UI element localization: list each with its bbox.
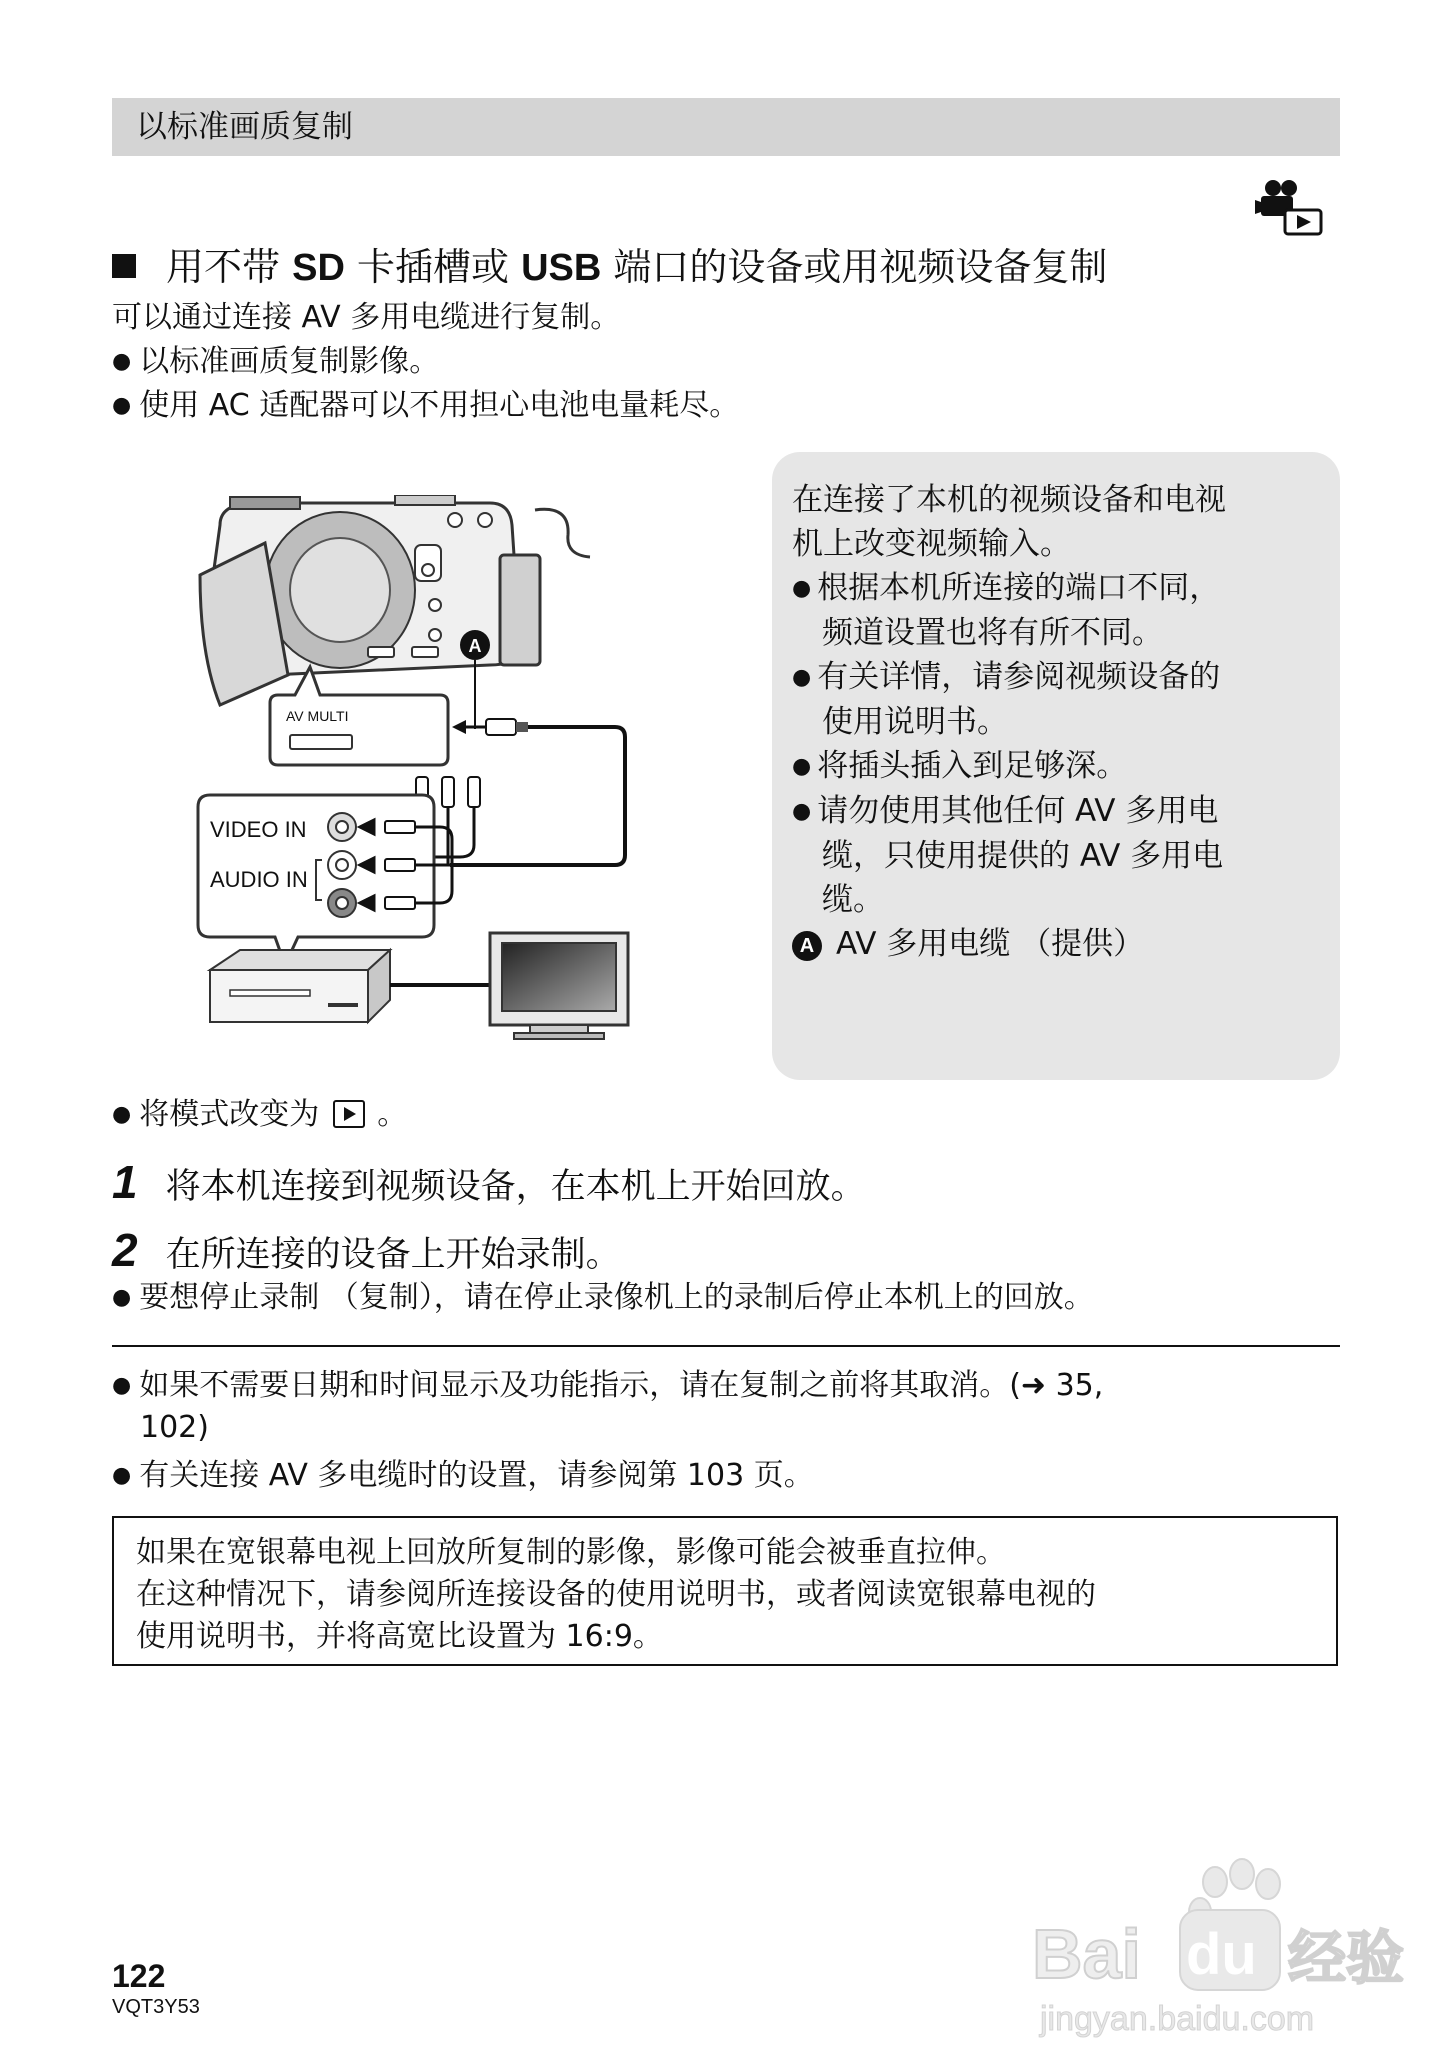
- step-1: [112, 1156, 866, 1209]
- note-item: ● 如果不需要日期和时间显示及功能指示，请在复制之前将其取消。(➜ 35,: [112, 1366, 1103, 1406]
- tip-text: [792, 478, 1322, 966]
- video-playback-mode-icon: [1255, 178, 1325, 238]
- tv-illustration: [490, 933, 628, 1039]
- tip-heading: 在连接了本机的视频设备和电视: [792, 482, 1226, 518]
- marker-a: A: [468, 636, 482, 656]
- tip-heading: 机上改变视频输入。: [792, 526, 1071, 562]
- title-text: 用不带: [166, 245, 293, 289]
- tip-bullet: ● 有关详情，请参阅视频设备的: [792, 655, 1322, 700]
- note-box-line: 如果在宽银幕电视上回放所复制的影像，影像可能会被垂直拉伸。: [136, 1535, 1006, 1570]
- audio-in-label: AUDIO IN: [210, 867, 308, 892]
- step-note: ● 要想停止录制 （复制），请在停止录像机上的录制后停止本机上的回放。: [112, 1278, 1094, 1318]
- tip-panel: [772, 452, 1340, 1080]
- step-text: 将本机连接到视频设备，在本机上开始回放。: [165, 1167, 866, 1207]
- title-text: 卡插槽或: [344, 245, 522, 289]
- video-in-label: VIDEO IN: [210, 817, 307, 842]
- step-number: 1: [112, 1156, 138, 1208]
- tip-bullet-cont: 频道设置也将有所不同。: [822, 615, 1163, 651]
- av-multi-label: AV MULTI: [286, 708, 349, 724]
- header-bar: [112, 98, 1340, 156]
- title-text: 端口的设备或用视频设备复制: [601, 245, 1108, 289]
- divider: [112, 1345, 1340, 1347]
- cable-legend-text: AV 多用电缆 （提供）: [836, 926, 1145, 962]
- mode-change-line: [112, 1095, 407, 1135]
- note-box-line: 在这种情况下，请参阅所连接设备的使用说明书，或者阅读宽银幕电视的: [136, 1577, 1096, 1612]
- note-item-cont: 102): [140, 1410, 209, 1445]
- tip-bullet: ● 将插头插入到足够深。: [792, 744, 1322, 789]
- bullet-item: ● 使用 AC 适配器可以不用担心电池电量耗尽。: [112, 386, 739, 426]
- header-title: 以标准画质复制: [136, 109, 353, 145]
- tip-bullet-cont: 缆，只使用提供的 AV 多用电: [822, 838, 1224, 874]
- connection-diagram: [190, 495, 730, 1055]
- bullet-item: ● 以标准画质复制影像。: [112, 342, 439, 382]
- note-box-text: [136, 1532, 1096, 1658]
- title-sd: SD: [292, 247, 345, 289]
- baidu-watermark-logo: [1030, 1850, 1420, 2050]
- cable-legend: [792, 922, 1322, 966]
- tip-bullet-cont: 缆。: [822, 882, 884, 918]
- tip-bullet: ● 根据本机所连接的端口不同，: [792, 566, 1322, 611]
- play-mode-icon: [333, 1100, 365, 1128]
- watermark-cn: 经验: [1288, 1924, 1405, 1992]
- step-2: [112, 1224, 621, 1277]
- vcr-illustration: [210, 950, 390, 1022]
- title-usb: USB: [521, 247, 602, 289]
- document-code: VQT3Y53: [112, 1996, 200, 2018]
- marker-a-badge: A: [792, 931, 822, 961]
- step-text: 在所连接的设备上开始录制。: [165, 1235, 621, 1275]
- mode-change-text: 将模式改变为: [139, 1097, 320, 1132]
- camcorder-illustration: [200, 495, 590, 705]
- square-bullet-icon: [112, 254, 136, 278]
- section-title: [112, 244, 1107, 291]
- watermark-url: jingyan.baidu.com: [1040, 2000, 1315, 2038]
- watermark-brand: Bai: [1032, 1915, 1141, 1993]
- mode-change-end: 。: [377, 1097, 408, 1132]
- note-item: ● 有关连接 AV 多电缆时的设置，请参阅第 103 页。: [112, 1456, 814, 1496]
- note-box-line: 使用说明书，并将高宽比设置为 16:9。: [136, 1619, 663, 1654]
- intro-text: 可以通过连接 AV 多用电缆进行复制。: [112, 300, 621, 335]
- tip-bullet: ● 请勿使用其他任何 AV 多用电: [792, 789, 1322, 834]
- step-number: 2: [112, 1224, 138, 1276]
- tip-bullet-cont: 使用说明书。: [822, 704, 1008, 740]
- note-box: [112, 1516, 1338, 1666]
- page-number: 122: [112, 1958, 166, 1994]
- watermark-brand-2: du: [1186, 1922, 1257, 1987]
